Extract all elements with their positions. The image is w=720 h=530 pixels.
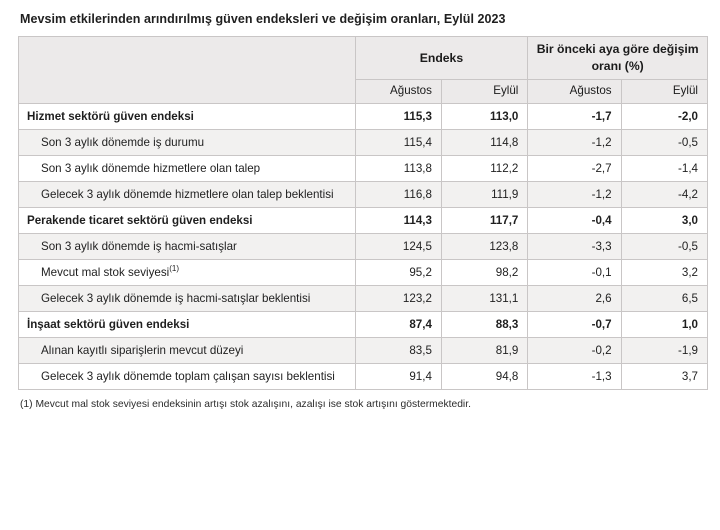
row-label: Perakende ticaret sektörü güven endeksi — [19, 208, 356, 234]
table-row — [19, 103, 708, 129]
row-label: İnşaat sektörü güven endeksi — [19, 312, 356, 338]
table-row — [19, 234, 708, 260]
footnote-marker: (1) — [169, 264, 179, 274]
row-label: Alınan kayıtlı siparişlerin mevcut düzeyi — [19, 338, 356, 364]
cell-change-aug: -3,3 — [528, 234, 621, 260]
cell-change-sep: 1,0 — [621, 312, 707, 338]
header-endeks: Endeks — [355, 37, 528, 80]
table-footnote: (1) Mevcut mal stok seviyesi endeksinin artışı stok azalışını, azalışı ise stok artışını göstermektedir. — [20, 399, 471, 411]
confidence-index-table — [18, 36, 708, 390]
header-change-rate: Bir önceki aya göre değişim oranı (%) — [528, 37, 708, 80]
cell-endeks-sep: 98,2 — [441, 260, 527, 286]
cell-endeks-aug: 91,4 — [355, 364, 441, 390]
cell-endeks-sep: 113,0 — [441, 103, 527, 129]
cell-endeks-aug: 115,4 — [355, 129, 441, 155]
cell-endeks-aug: 113,8 — [355, 155, 441, 181]
cell-endeks-sep: 123,8 — [441, 234, 527, 260]
header-blank-cell — [19, 37, 356, 104]
row-label: Gelecek 3 aylık dönemde toplam çalışan sayısı beklentisi — [19, 364, 356, 390]
cell-change-aug: -2,7 — [528, 155, 621, 181]
cell-change-aug: -1,3 — [528, 364, 621, 390]
row-label: Hizmet sektörü güven endeksi — [19, 103, 356, 129]
cell-endeks-sep: 117,7 — [441, 208, 527, 234]
row-label: Son 3 aylık dönemde hizmetlere olan talep — [19, 155, 356, 181]
row-label-text: Mevcut mal stok seviyesi — [41, 266, 170, 280]
cell-change-sep: 3,0 — [621, 208, 707, 234]
cell-change-sep: -4,2 — [621, 181, 707, 207]
cell-change-aug: -0,4 — [528, 208, 621, 234]
table-row — [19, 155, 708, 181]
cell-change-sep: -1,4 — [621, 155, 707, 181]
cell-endeks-sep: 112,2 — [441, 155, 527, 181]
cell-change-sep: 6,5 — [621, 286, 707, 312]
cell-endeks-sep: 111,9 — [441, 181, 527, 207]
header-change-september: Eylül — [621, 80, 707, 104]
cell-change-sep: 3,7 — [621, 364, 707, 390]
table-row — [19, 208, 708, 234]
cell-endeks-sep: 131,1 — [441, 286, 527, 312]
row-label: Gelecek 3 aylık dönemde iş hacmi-satışlar beklentisi — [19, 286, 356, 312]
cell-endeks-sep: 114,8 — [441, 129, 527, 155]
table-header-row-top — [19, 37, 708, 80]
cell-endeks-aug: 124,5 — [355, 234, 441, 260]
row-label — [19, 260, 356, 286]
table-row — [19, 364, 708, 390]
cell-endeks-aug: 115,3 — [355, 103, 441, 129]
table-row — [19, 338, 708, 364]
cell-endeks-sep: 88,3 — [441, 312, 527, 338]
cell-change-sep: -0,5 — [621, 129, 707, 155]
table-body — [19, 103, 708, 390]
table-header — [19, 37, 708, 104]
cell-change-sep: -0,5 — [621, 234, 707, 260]
cell-endeks-sep: 94,8 — [441, 364, 527, 390]
cell-endeks-sep: 81,9 — [441, 338, 527, 364]
row-label: Gelecek 3 aylık dönemde hizmetlere olan talep beklentisi — [19, 181, 356, 207]
header-change-august: Ağustos — [528, 80, 621, 104]
cell-endeks-aug: 116,8 — [355, 181, 441, 207]
cell-change-sep: -2,0 — [621, 103, 707, 129]
cell-change-aug: -0,1 — [528, 260, 621, 286]
cell-change-aug: 2,6 — [528, 286, 621, 312]
header-endeks-august: Ağustos — [355, 80, 441, 104]
cell-change-aug: -1,2 — [528, 181, 621, 207]
cell-change-aug: -0,2 — [528, 338, 621, 364]
table-row — [19, 312, 708, 338]
cell-change-aug: -1,2 — [528, 129, 621, 155]
cell-change-aug: -0,7 — [528, 312, 621, 338]
table-row — [19, 181, 708, 207]
page-title: Mevsim etkilerinden arındırılmış güven endeksleri ve değişim oranları, Eylül 2023 — [20, 12, 506, 26]
header-endeks-september: Eylül — [441, 80, 527, 104]
cell-endeks-aug: 95,2 — [355, 260, 441, 286]
table-row — [19, 260, 708, 286]
cell-change-aug: -1,7 — [528, 103, 621, 129]
cell-endeks-aug: 87,4 — [355, 312, 441, 338]
table-row — [19, 286, 708, 312]
row-label: Son 3 aylık dönemde iş hacmi-satışlar — [19, 234, 356, 260]
cell-change-sep: -1,9 — [621, 338, 707, 364]
cell-endeks-aug: 114,3 — [355, 208, 441, 234]
cell-endeks-aug: 83,5 — [355, 338, 441, 364]
table-row — [19, 129, 708, 155]
cell-endeks-aug: 123,2 — [355, 286, 441, 312]
row-label: Son 3 aylık dönemde iş durumu — [19, 129, 356, 155]
cell-change-sep: 3,2 — [621, 260, 707, 286]
